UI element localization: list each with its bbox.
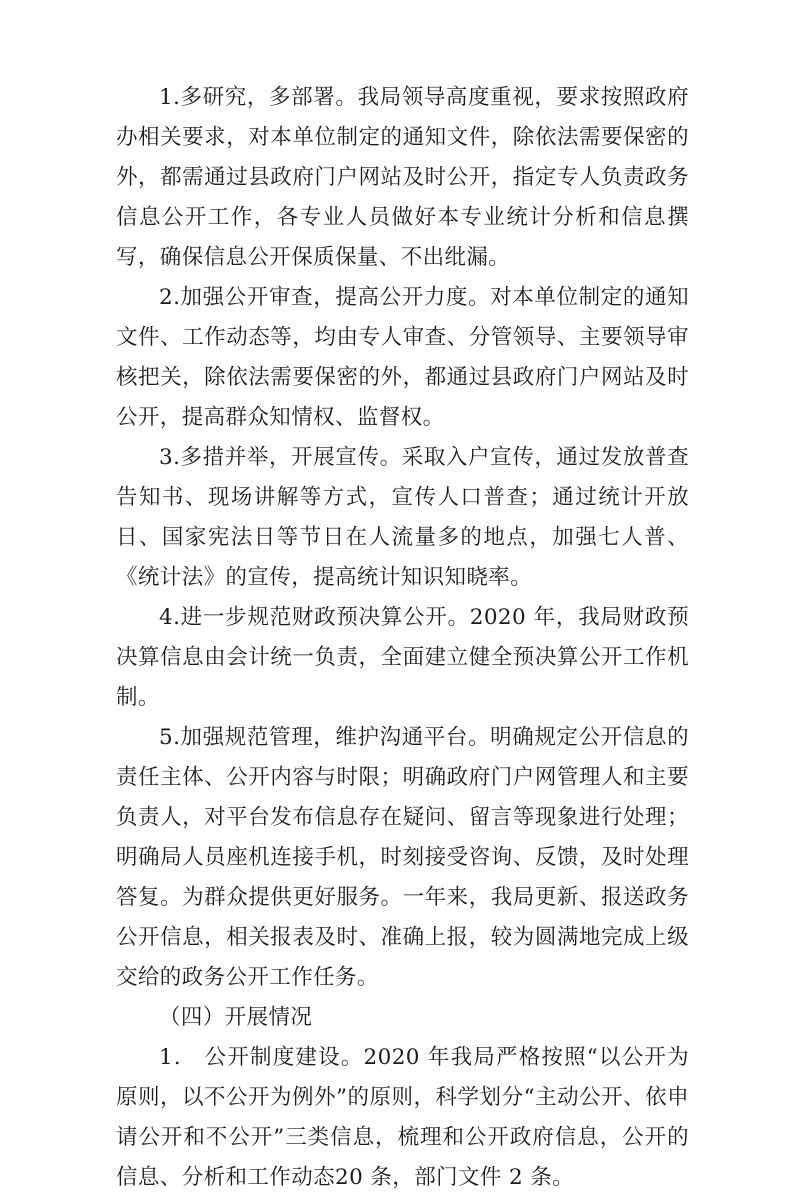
section-heading-four: （四）开展情况	[159, 1005, 313, 1030]
document-body	[116, 78, 689, 1198]
paragraph-item-4: 4.进一步规范财政预决算公开。2020 年，我局财政预决算信息由会计统一负责，全面建立健全预决算公开工作机制。	[116, 605, 689, 710]
paragraph-item-2: 2.加强公开审查，提高公开力度。对本单位制定的通知文件、工作动态等，均由专人审查、分管领导、主要领导审核把关，除依法需要保密的外，都通过县政府门户网站及时公开，提高群众知情权、监督权。	[116, 285, 689, 430]
paragraph-item-6: 1． 公开制度建设。2020 年我局严格按照“以公开为原则，以不公开为例外”的原则，科学划分“主动公开、依申请公开和不公开”三类信息，梳理和公开政府信息，公开的信息、分析和工作动态20 条，部门文件 2 条。	[116, 1045, 689, 1190]
paragraph-item-5: 5.加强规范管理，维护沟通平台。明确规定公开信息的责任主体、公开内容与时限；明确政府门户网管理人和主要负责人，对平台发布信息存在疑问、留言等现象进行处理；明确局人员座机连接手机，时刻接受咨询、反馈，及时处理答复。为群众提供更好服务。一年来，我局更新、报送政务公开信息，相关报表及时、准确上报，较为圆满地完成上级交给的政务公开工作任务。	[116, 725, 689, 990]
paragraph-item-3: 3.多措并举，开展宣传。采取入户宣传，通过发放普查告知书、现场讲解等方式，宣传人口普查；通过统计开放日、国家宪法日等节日在人流量多的地点，加强七人普、《统计法》的宣传，提高统计知识知晓率。	[116, 445, 689, 590]
paragraph-item-1: 1.多研究，多部署。我局领导高度重视，要求按照政府办相关要求，对本单位制定的通知文件，除依法需要保密的外，都需通过县政府门户网站及时公开，指定专人负责政务信息公开工作，各专业人员做好本专业统计分析和信息撰写，确保信息公开保质保量、不出纰漏。	[116, 85, 689, 270]
